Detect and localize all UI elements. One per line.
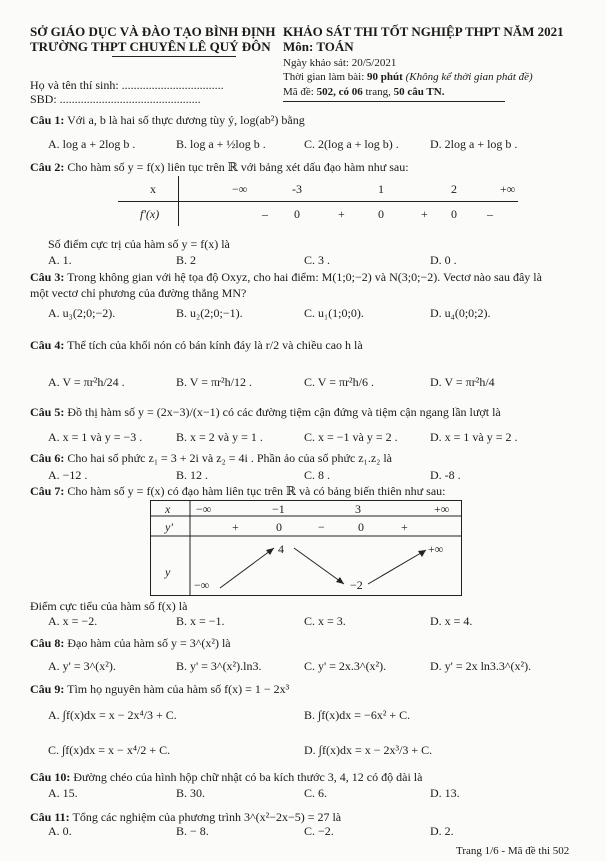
q2-table-line [118,201,518,202]
q2-x-pos-inf: +∞ [500,182,516,196]
q7-yprime-header: y' [165,520,173,534]
duration-prefix: Thời gian làm bài: [283,71,368,83]
q7-option-d: D. x = 4. [430,614,473,628]
header-underline [112,56,236,57]
code-mid: trang, [362,86,394,98]
candidate-sbd-field: SBD: ............................................... [30,92,201,106]
q7-x-pos-inf: +∞ [434,502,450,516]
duration-note: (Không kể thời gian phát đề) [402,71,533,83]
q6-option-a: A. −12 . [48,468,88,482]
q3-label: Câu 3: [30,270,65,284]
q7-prompt: Điểm cực tiểu của hàm số f(x) là [30,599,188,613]
q3-option-b: B. u₂(2;0;−1). [176,306,243,320]
q2-sign-2: + [338,207,345,221]
q10-label: Câu 10: [30,770,71,784]
q7-y-pos-inf: +∞ [428,542,444,556]
question-4 [30,338,363,353]
q1-option-a: A. log a + 2log b . [48,137,136,151]
q1-option-d: D. 2log a + log b . [430,137,518,151]
q4-label: Câu 4: [30,338,65,352]
q3-option-d: D. u₄(0;0;2). [430,306,491,320]
q9-option-d: D. ∫f(x)dx = x − 2x³/3 + C. [304,743,433,757]
q11-label: Câu 11: [30,810,70,824]
q11-option-c: C. −2. [304,824,334,838]
q7-y-max: 4 [278,542,284,556]
q7-x-header: x [165,502,171,516]
q5-option-b: B. x = 2 và y = 1 . [176,430,263,444]
q2-zero-2: 0 [378,207,384,221]
q2-zero-3: 0 [451,207,457,221]
question-7 [30,484,446,499]
q1-text: Với a, b là hai số thực dương tùy ý, log(ab²) bằng [67,113,305,127]
q7-arrow-up-2 [368,550,426,584]
exam-code [283,86,444,98]
code-count: 50 câu TN. [393,86,445,98]
q8-option-a: A. y' = 3^(x²). [48,659,116,673]
page-footer: Trang 1/6 - Mã đề thi 502 [456,845,570,857]
q8-option-b: B. y' = 3^(x²).ln3. [176,659,262,673]
q6-label: Câu 6: [30,451,65,465]
q10-option-b: B. 30. [176,786,206,800]
q2-x-2: 2 [451,182,457,196]
q2-fprime-header: f'(x) [140,207,160,221]
q2-option-b: B. 2 [176,253,197,267]
q3-option-a: A. u₃(2;0;−2). [48,306,116,320]
q7-x-3: 3 [355,502,361,516]
q3-text-1: Trong không gian với hệ tọa độ Oxyz, cho hai điểm: M(1;0;−2) và N(3;0;−2). Vectơ nào sau đây là [67,270,542,284]
q7-label: Câu 7: [30,484,65,498]
question-2 [30,160,409,175]
q7-yp-sign-2: − [318,520,325,534]
q2-x-m3: -3 [292,182,302,196]
q2-sign-4: – [487,207,493,221]
question-3 [30,270,542,285]
q4-text: Thể tích của khối nón có bán kính đáy là r/2 và chiều cao h là [67,338,363,352]
code-prefix: Mã đề: [283,86,317,98]
q7-option-b: B. x = −1. [176,614,225,628]
exam-subject: Môn: TOÁN [283,39,354,54]
q2-x-neg-inf: −∞ [232,182,248,196]
q11-option-b: B. − 8. [176,824,209,838]
q9-option-a: A. ∫f(x)dx = x − 2x⁴/3 + C. [48,708,177,722]
q9-label: Câu 9: [30,682,65,696]
q10-option-c: C. 6. [304,786,328,800]
question-6 [30,451,392,466]
q2-sign-3: + [421,207,428,221]
q7-yp-sign-1: + [232,520,239,534]
q3-text-2: một vectơ chỉ phương của đường thẳng MN? [30,286,247,300]
q2-x-header: x [150,182,156,196]
q7-y-neg-inf: −∞ [194,578,210,592]
exam-duration [283,71,533,83]
q10-text: Đường chéo của hình hộp chữ nhật có ba kích thước 3, 4, 12 có độ dài là [73,770,423,784]
q5-option-d: D. x = 1 và y = 2 . [430,430,518,444]
question-1 [30,113,305,128]
q8-label: Câu 8: [30,636,65,650]
q2-option-d: D. 0 . [430,253,457,267]
q1-option-b: B. log a + ½log b . [176,137,266,151]
question-8 [30,636,231,651]
q9-option-b: B. ∫f(x)dx = −6x² + C. [304,708,411,722]
q2-option-a: A. 1. [48,253,72,267]
question-11 [30,810,341,825]
q2-prompt: Số điểm cực trị của hàm số y = f(x) là [48,237,230,251]
q11-text: Tổng các nghiệm của phương trình 3^(x²−2x−5) = 27 là [72,810,342,824]
q4-option-a: A. V = πr²h/24 . [48,375,125,389]
q5-text: Đồ thị hàm số y = (2x−3)/(x−1) có các đường tiệm cận đứng và tiệm cận ngang lần lượt là [67,405,501,419]
q8-option-d: D. y' = 2x ln3.3^(x²). [430,659,532,673]
q4-option-c: C. V = πr²h/6 . [304,375,374,389]
exam-title: KHẢO SÁT THI TỐT NGHIỆP THPT NĂM 2021 [283,24,564,39]
q1-label: Câu 1: [30,113,65,127]
code-value: 502, có 06 [316,86,363,98]
q7-yp-sign-3: + [401,520,408,534]
q2-sign-1: – [262,207,268,221]
header-department: SỞ GIÁO DỤC VÀ ĐÀO TẠO BÌNH ĐỊNH [30,24,276,39]
q7-yp-zero-2: 0 [358,520,364,534]
q11-option-a: A. 0. [48,824,72,838]
q6-option-c: C. 8 . [304,468,331,482]
q2-text: Cho hàm số y = f(x) liên tục trên ℝ với bảng xét dấu đạo hàm như sau: [67,160,409,174]
header-code-underline [283,101,505,102]
q5-option-a: A. x = 1 và y = −3 . [48,430,143,444]
candidate-name-field: Họ và tên thí sinh: .................................. [30,78,224,92]
q7-yp-zero-1: 0 [276,520,282,534]
q9-option-c: C. ∫f(x)dx = x − x⁴/2 + C. [48,743,171,757]
q5-option-c: C. x = −1 và y = 2 . [304,430,398,444]
q1-option-c: C. 2(log a + log b) . [304,137,399,151]
q8-option-c: C. y' = 2x.3^(x²). [304,659,387,673]
q2-x-1: 1 [378,182,384,196]
question-9 [30,682,289,697]
duration-value: 90 phút [367,71,403,83]
q7-x-neg-inf: −∞ [196,502,212,516]
q2-label: Câu 2: [30,160,65,174]
q7-text: Cho hàm số y = f(x) có đạo hàm liên tục trên ℝ và có bảng biến thiên như sau: [67,484,446,498]
q7-arrow-down [294,548,344,584]
q3-option-c: C. u₁(1;0;0). [304,306,364,320]
q7-option-c: C. x = 3. [304,614,346,628]
q10-option-a: A. 15. [48,786,78,800]
q6-text: Cho hai số phức z₁ = 3 + 2i và z₂ = 4i . Phần ảo của số phức z₁.z₂ là [67,451,392,465]
q9-text: Tìm họ nguyên hàm của hàm số f(x) = 1 − 2x³ [67,682,290,696]
q2-zero-1: 0 [294,207,300,221]
question-10 [30,770,422,785]
q6-option-d: D. -8 . [430,468,461,482]
q7-y-header: y [165,565,171,579]
q7-arrow-up-1 [220,548,274,588]
q4-option-b: B. V = πr²h/12 . [176,375,252,389]
exam-date: Ngày khảo sát: 20/5/2021 [283,57,397,69]
q7-option-a: A. x = −2. [48,614,98,628]
q10-option-d: D. 13. [430,786,460,800]
q2-option-c: C. 3 . [304,253,331,267]
q8-text: Đạo hàm của hàm số y = 3^(x²) là [67,636,231,650]
q5-label: Câu 5: [30,405,65,419]
q4-option-d: D. V = πr²h/4 [430,375,495,389]
q6-option-b: B. 12 . [176,468,209,482]
q7-x-m1: −1 [272,502,285,516]
q11-option-d: D. 2. [430,824,454,838]
question-5 [30,405,501,420]
header-school: TRƯỜNG THPT CHUYÊN LÊ QUÝ ĐÔN [30,39,271,54]
q7-y-min: −2 [350,578,363,592]
